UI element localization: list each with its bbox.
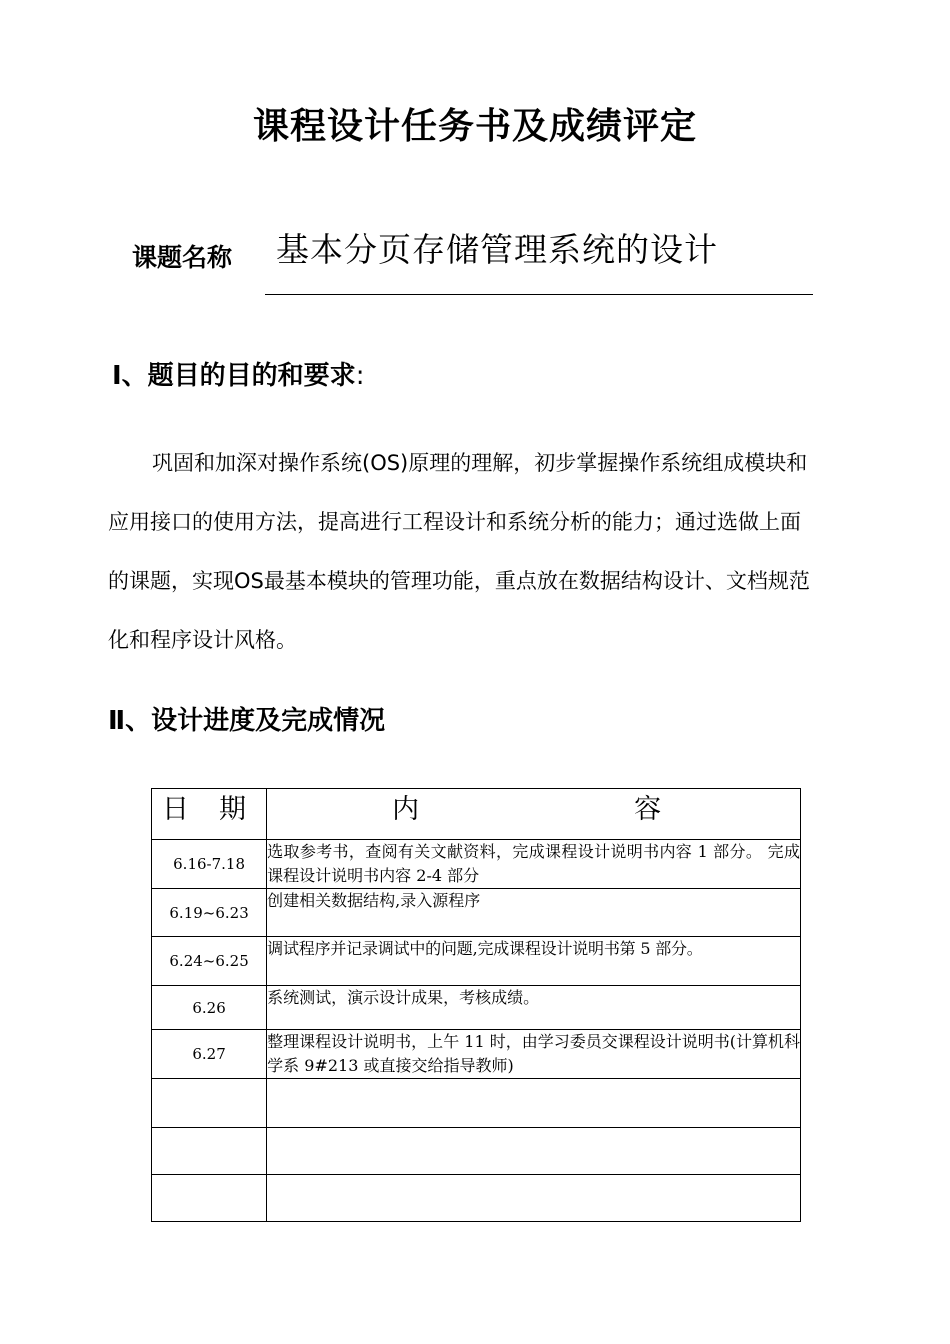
content-cell: 整理课程设计说明书，上午 11 时，由学习委员交课程设计说明书(计算机科学系 9#213 或直接交给指导教师) [267, 1030, 801, 1079]
content-cell: 调试程序并记录调试中的问题,完成课程设计说明书第 5 部分。 [267, 937, 801, 986]
table-row [152, 986, 801, 1030]
content-cell: 系统测试，演示设计成果，考核成绩。 [267, 986, 801, 1030]
table-row [152, 937, 801, 986]
section-1-paragraph [108, 434, 848, 670]
paragraph-line: 巩固和加深对操作系统(OS)原理的理解，初步掌握操作系统组成模块和 [152, 451, 808, 475]
content-cell [267, 1079, 801, 1128]
topic-underline [265, 294, 813, 295]
date-cell [152, 1175, 267, 1222]
paragraph-line: 的课题，实现OS最基本模块的管理功能，重点放在数据结构设计、文档规范 [108, 569, 810, 593]
table-row [152, 1030, 801, 1079]
date-cell: 6.19~6.23 [152, 889, 267, 937]
header-date [162, 787, 246, 826]
date-cell: 6.24~6.25 [152, 937, 267, 986]
paragraph-line: 化和程序设计风格。 [108, 628, 297, 652]
header-content [392, 787, 661, 826]
content-cell [267, 1128, 801, 1175]
date-cell [152, 1079, 267, 1128]
table-row [152, 1175, 801, 1222]
content-cell: 选取参考书，查阅有关文献资料，完成课程设计说明书内容 1 部分。 完成课程设计说明书内容 2-4 部分 [267, 840, 801, 889]
header-date-cell [152, 789, 267, 840]
paragraph-line: 应用接口的使用方法，提高进行工程设计和系统分析的能力；通过选做上面 [108, 510, 801, 534]
date-cell [152, 1128, 267, 1175]
date-cell: 6.16-7.18 [152, 840, 267, 889]
section-1-heading [112, 355, 364, 392]
section-1-heading-text: Ⅰ、题目的目的和要求 [112, 361, 356, 391]
date-cell: 6.26 [152, 986, 267, 1030]
schedule-table [151, 788, 801, 1222]
header-content-char: 容 [634, 794, 662, 825]
topic-value: 基本分页存储管理系统的设计 [276, 230, 718, 269]
table-row [152, 840, 801, 889]
header-date-char: 日 [162, 794, 189, 825]
header-date-char: 期 [219, 794, 246, 825]
topic-label: 课题名称 [132, 243, 233, 272]
content-cell: 创建相关数据结构,录入源程序 [267, 889, 801, 937]
section-2-heading: Ⅱ、设计进度及完成情况 [108, 706, 386, 736]
date-cell: 6.27 [152, 1030, 267, 1079]
table-row [152, 1128, 801, 1175]
table-row [152, 889, 801, 937]
table-row [152, 1079, 801, 1128]
header-content-char: 内 [392, 794, 420, 825]
schedule-header-row [152, 789, 801, 840]
section-1-heading-colon: : [355, 361, 365, 391]
content-cell [267, 1175, 801, 1222]
document-title: 课程设计任务书及成绩评定 [252, 106, 697, 147]
header-content-cell [267, 789, 801, 840]
